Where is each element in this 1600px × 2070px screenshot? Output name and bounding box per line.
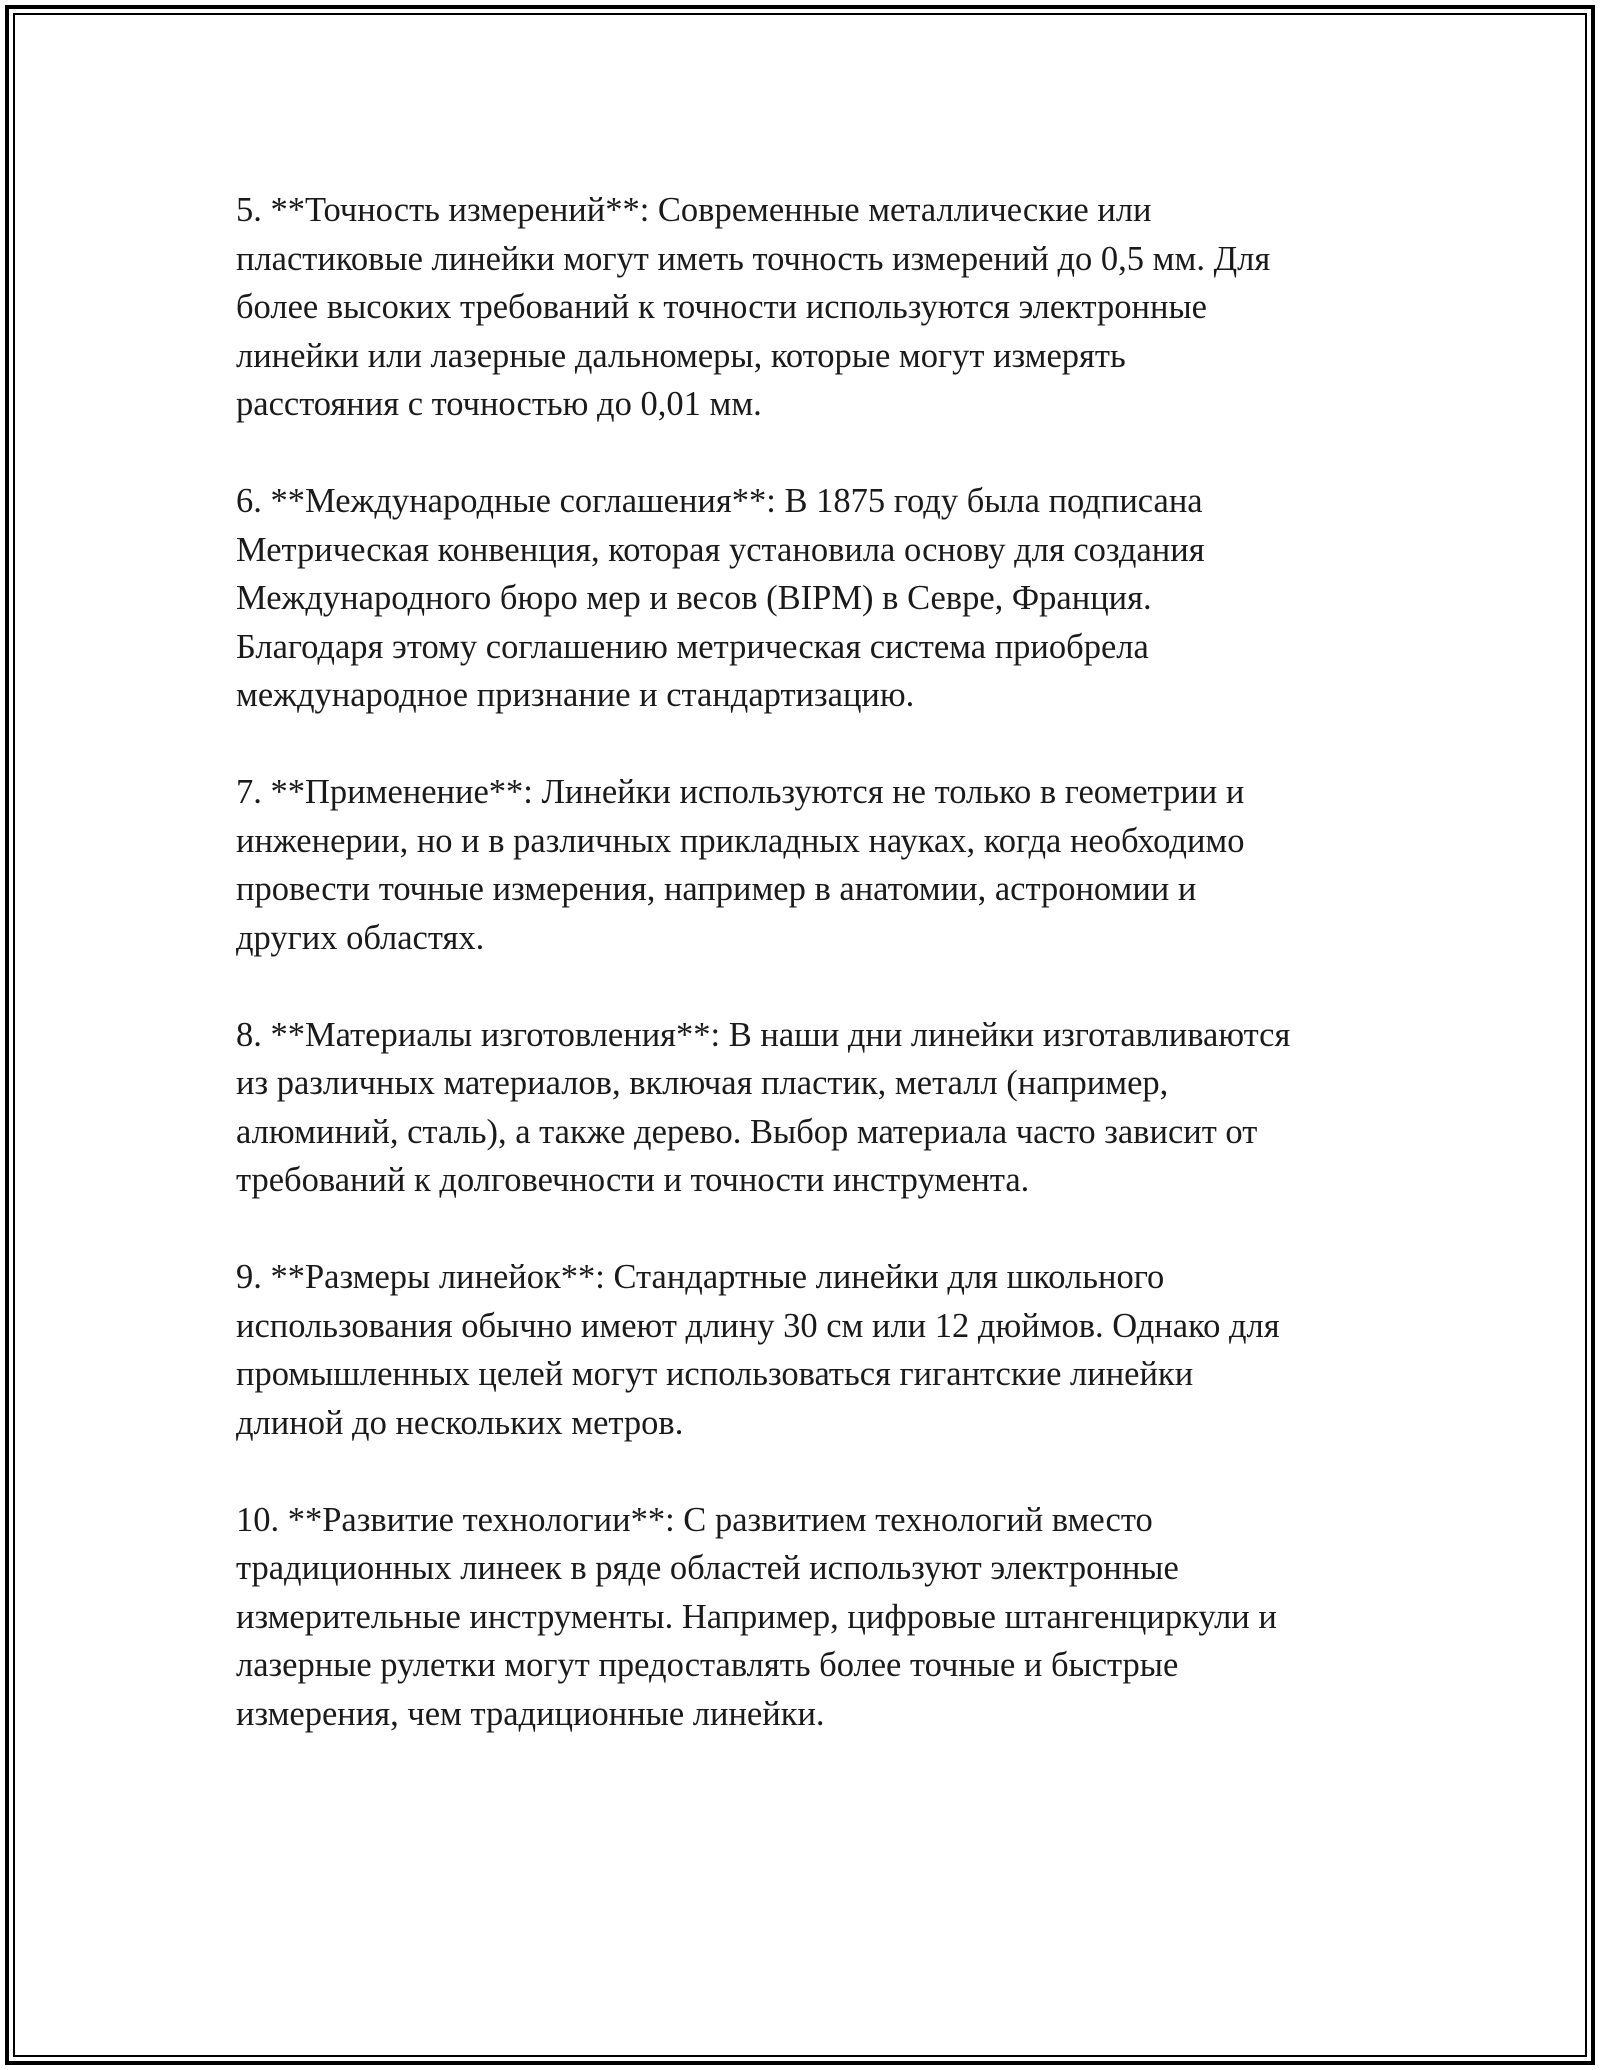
paragraph-materials: 8. **Материалы изготовления**: В наши дни линейки изготавливаются из различных материалов, включая пластик, металл (например, алюминий, сталь), а также дерево. Выбор материала часто зависит от требований к долговечности и точности инструмента.: [236, 1015, 1291, 1199]
paragraph-accuracy: 5. **Точность измерений**: Современные металлические или пластиковые линейки могут иметь точность измерений до 0,5 мм. Для более высоких требований к точности используются электронные линейки или лазерные дальномеры, которые могут измерять расстояния с точностью до 0,01 мм.: [236, 191, 1271, 423]
paragraph-technology: 10. **Развитие технологии**: С развитием технологий вместо традиционных линеек в ряде областей используют электронные измерительные инструменты. Например, цифровые штангенциркули и лазерные рулетки могут предоставлять более точные и быстрые измерения, чем традиционные линейки.: [236, 1500, 1277, 1733]
document-body: [236, 186, 1416, 1787]
paragraph-application: 7. **Применение**: Линейки используются не только в геометрии и инженерии, но и в различных прикладных науках, когда необходимо провести точные измерения, например в анатомии, астрономии и других областях.: [236, 773, 1245, 957]
paragraph-sizes: 9. **Размеры линейок**: Стандартные линейки для школьного использования обычно имеют длину 30 см или 12 дюймов. Однако для промышленных целей могут использоваться гигантские линейки длиной до нескольких метров.: [236, 1258, 1280, 1442]
paragraph-international-agreements: 6. **Международные соглашения**: В 1875 году была подписана Метрическая конвенция, которая установила основу для создания Международного бюро мер и весов (BIPM) в Севре, Франция. Благодаря этому соглашению метрическая система приобрела международное признание и стандартизацию.: [236, 482, 1205, 714]
